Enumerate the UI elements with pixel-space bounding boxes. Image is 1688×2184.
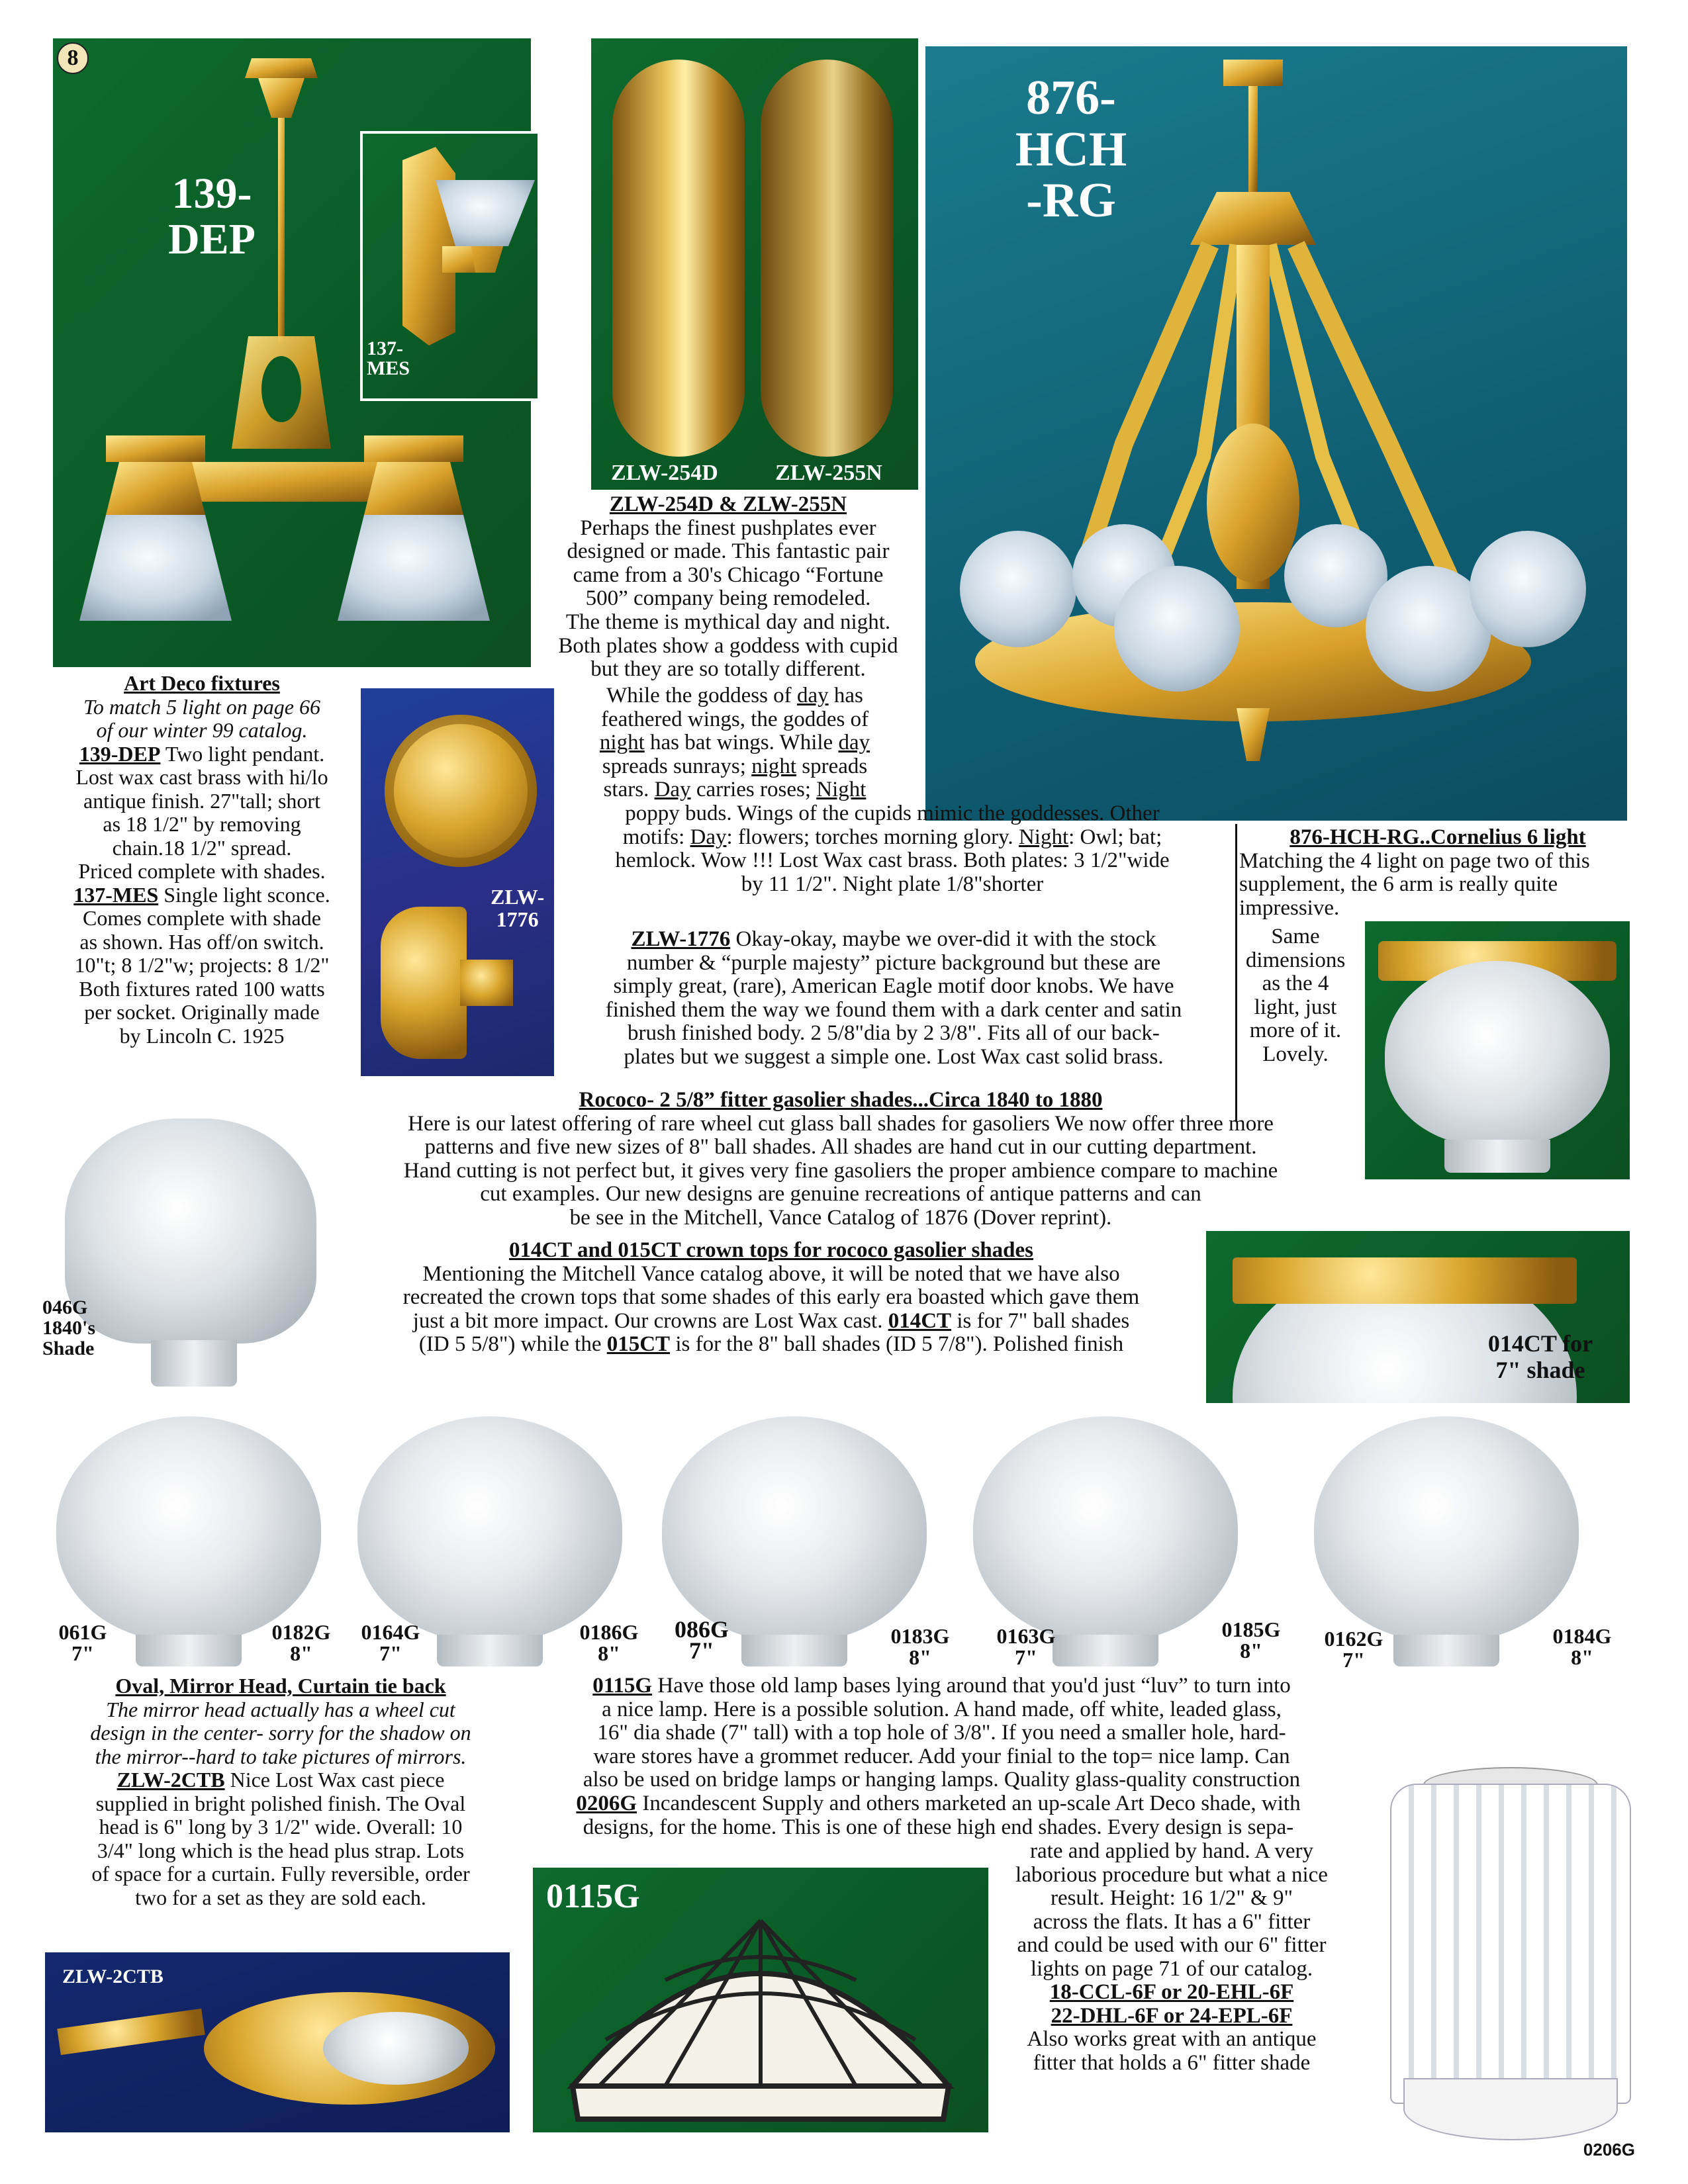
label-0162g: 0162G 7" <box>1324 1627 1383 1672</box>
knob-side <box>381 907 467 1059</box>
ball-shade-row <box>0 1410 1688 1674</box>
mirror-heading: Oval, Mirror Head, Curtain tie back <box>115 1674 446 1698</box>
pushplate-line: Perhaps the finest pushplates ever <box>580 516 876 540</box>
code-label-876: 876- HCH -RG <box>1015 71 1127 228</box>
pushplate-line: 500” company being remodeled. <box>585 586 871 611</box>
cornelius-description: 876-HCH-RG..Cornelius 6 light Matching the 4 light on page two of this supplement, the 6 arm is really quite impressive. <box>1239 826 1636 920</box>
pushplate-description <box>523 493 933 682</box>
mes-line: Both fixtures rated 100 watts <box>79 976 325 1001</box>
pushplate-line: designed or made. This fantastic pair <box>567 539 890 564</box>
deco-shade-bottom <box>1403 2078 1618 2140</box>
chandelier-illustration <box>925 46 1627 821</box>
code-label-1776: ZLW- 1776 <box>491 885 545 931</box>
code-label-139: 139- DEP <box>168 169 256 264</box>
mes-line: per socket. Originally made <box>84 1000 320 1024</box>
label-0186g: 0186G 8" <box>579 1620 639 1665</box>
photo-zlw-1776-knob <box>361 688 554 1076</box>
oval-mirror-glass <box>323 2012 469 2085</box>
photo-046g-shade <box>52 1112 330 1403</box>
pushplate-line: but they are so totally different. <box>590 657 866 682</box>
mes-line: Comes complete with shade <box>83 906 321 930</box>
mes-text-1: Single light sconce. <box>158 882 330 907</box>
pushplate-255n <box>761 60 893 457</box>
label-0115g: 0115G <box>546 1878 640 1915</box>
pushplate-heading: ZLW-254D & ZLW-255N <box>609 492 847 516</box>
photo-0206g-deco-shade <box>1377 1767 1642 2164</box>
photo-876-hch-rg <box>925 46 1627 821</box>
mes-line: as shown. Has off/on switch. <box>79 929 324 954</box>
g0206-description-narrow: rate and applied by hand. A very laborious procedure but what a nice result. Height: 16 1/2" & 9" across the flats. It has a 6" fitter and could be used with our 6" fitter lights on page 71 of our catalog. 18-CCL-6F or 20-EHL-6F 22-DHL-6F or 24-EPL-6F Also works great with an antique fitter that holds a 6" fitter shade <box>986 1840 1357 2075</box>
ball-shade-0163g-0185g <box>973 1416 1238 1641</box>
label-0183g: 0183G 8" <box>890 1624 950 1669</box>
photo-pushplates <box>591 38 918 490</box>
dep-line: antique finish. 27"tall; short <box>83 788 320 813</box>
deco-shade-body <box>1390 1784 1631 2104</box>
artdeco-description <box>46 672 357 1048</box>
g0206-description: 0206G Incandescent Supply and others marketed an up-scale Art Deco shade, with designs, for the home. This is one of these high end shades. Every design is sepa- <box>576 1792 1301 1839</box>
code-0206g: 0206G <box>576 1792 637 1815</box>
label-0164g: 0164G 7" <box>361 1620 420 1665</box>
ball-shade-0162g-0184g <box>1314 1416 1579 1641</box>
label-014ct: 014CT for 7" shade <box>1487 1330 1593 1383</box>
pushplate-line: Both plates show a goddess with cupid <box>558 633 898 658</box>
label-0184g: 0184G 8" <box>1552 1624 1612 1669</box>
label-086g: 086G 7" <box>674 1616 729 1664</box>
ball-shade-061g-0182g <box>56 1416 321 1641</box>
pushplate-line: came from a 30's Chicago “Fortune <box>573 563 884 587</box>
tie-back-strap <box>57 2009 205 2055</box>
dep-text-1: Two light pendant. <box>160 741 325 766</box>
neck-046g <box>151 1340 237 1387</box>
crown-tops-description: 014CT and 015CT crown tops for rococo gasolier shades Mentioning the Mitchell Vance catalog above, it will be noted that we have also recreated the crown tops that some shades of this early era boasted which gave them just a bit more impact. Our crowns are Lost Wax cast. 014CT is for 7" ball shades (ID 5 5/8") while the 015CT is for the 8" ball shades (ID 5 7/8"). Polished finish <box>344 1239 1198 1357</box>
label-046g: 046G 1840's Shade <box>42 1297 96 1359</box>
crown-tops-heading: 014CT and 015CT crown tops for rococo gasolier shades <box>508 1238 1034 1262</box>
ball-shade-086g-0183g <box>662 1416 927 1641</box>
code-0115g: 0115G <box>592 1674 653 1698</box>
label-0182g: 0182G 8" <box>271 1620 331 1665</box>
page-number-badge: 8 <box>57 42 89 74</box>
code-zlw-2ctb: ZLW-2CTB <box>117 1768 225 1792</box>
cornelius-heading: 876-HCH-RG..Cornelius 6 light <box>1289 825 1586 849</box>
glass-ball-shade <box>1385 961 1610 1146</box>
label-zlw-2ctb: ZLW-2CTB <box>62 1966 164 1987</box>
dep-line: as 18 1/2" by removing <box>103 812 301 836</box>
zlw-1776-description: ZLW-1776 Okay-okay, maybe we over-did it with the stock number & “purple majesty” picture background but these are simply great, (rare), American Eagle motif door knobs. We have finished them the way we found them with a dark center and satin brush finished body. 2 5/8"dia by 2 3/8". Fits all of our back- plates but we suggest a simple one. Lost Wax cast solid brass. <box>605 927 1182 1069</box>
ball-shade-0164g-0186g <box>357 1416 622 1641</box>
rococo-description: Rococo- 2 5/8” fitter gasolier shades...Circa 1840 to 1880 Here is our latest offering of rare wheel cut glass ball shades for gasoliers We now offer three more patterns and five new sizes of 8" ball shades. All shades are hand cut in our cutting department. Hand cutting is not perfect but, it gives very fine gasoliers the proper ambience compare to machine cut examples. Our new designs are genuine recreations of antique patterns and can be see in the Mitchell, Vance Catalog of 1876 (Dover reprint). <box>318 1089 1364 1230</box>
rococo-heading: Rococo- 2 5/8” fitter gasolier shades...Circa 1840 to 1880 <box>579 1088 1103 1112</box>
pushplate-description-wide: poppy buds. Wings of the cupids mimic the goddesses. Other motifs: Day: flowers; torches morning glory. Night: Owl; bat; hemlock. Wow !!! Lost Wax cast brass. Both plates: 3 1/2"wide by 11 1/2". Night plate 1/8"shorter <box>615 801 1170 896</box>
code-139-dep: 139-DEP <box>79 741 161 766</box>
label-255n: ZLW-255N <box>775 461 882 485</box>
cornelius-side-text: Same dimensions as the 4 light, just more of it. Lovely. <box>1245 925 1346 1066</box>
fitter-options-1: 18-CCL-6F or 20-EHL-6F <box>1049 1980 1294 2004</box>
code-137-mes: 137-MES <box>73 882 159 907</box>
column-divider <box>1235 824 1237 1122</box>
dep-line: Lost wax cast brass with hi/lo <box>75 765 328 789</box>
mes-line: by Lincoln C. 1925 <box>119 1023 285 1048</box>
label-061g: 061G 7" <box>58 1620 107 1665</box>
g0115-description: 0115G Have those old lamp bases lying around that you'd just “luv” to turn into a nice lamp. Here is a possible solution. A hand made, off white, leaded glass, 16" dia shade (7" tall) with a top hole of 3/8". If you need a smaller hole, hard- ware stores have a grommet reducer. Add your finial to the top= nice lamp. Can also be used on bridge lamps or hanging lamps. Quality glass-quality construction <box>583 1674 1301 1792</box>
photo-crown-shade <box>1365 921 1630 1179</box>
dep-line: chain.18 1/2" spread. <box>112 835 292 860</box>
pushplate-description-narrow: While the goddess of day has feathered wings, the goddes of night has bat wings. While day spreads sunrays; night spreads stars. Day carries roses; Night <box>599 684 870 802</box>
photo-137-mes <box>360 131 540 401</box>
artdeco-intro-1: To match 5 light on page 66 <box>83 694 320 719</box>
mes-line: 10"t; 8 1/2"w; projects: 8 1/2" <box>74 953 330 977</box>
pushplate-254d <box>612 60 745 457</box>
fitter-options-2: 22-DHL-6F or 24-EPL-6F <box>1051 2003 1293 2028</box>
artdeco-heading: Art Deco fixtures <box>124 671 280 695</box>
mirror-description: Oval, Mirror Head, Curtain tie back The mirror head actually has a wheel cut design in the center- sorry for the shadow on the mirror--hard to take pictures of mirrors. ZLW-2CTB Nice Lost Wax cast piece supplied in bright polished finish. The Oval head is 6" long by 3 1/2" wide. Overall: 10 3/4" long which is the head plus strap. Lots of space for a curtain. Fully reversible, order two for a set as they are sold each. <box>45 1674 516 1909</box>
label-0163g: 0163G 7" <box>996 1624 1056 1669</box>
code-label-137: 137- MES <box>367 338 410 379</box>
pushplate-line: The theme is mythical day and night. <box>565 610 891 634</box>
shade-neck <box>1444 1140 1550 1173</box>
dep-line: Priced complete with shades. <box>78 859 326 883</box>
label-0206g: 0206G <box>1583 2140 1635 2160</box>
photo-014ct-crown <box>1206 1231 1630 1403</box>
photo-zlw-2ctb-mirror <box>45 1952 510 2132</box>
artdeco-intro-2: of our winter 99 catalog. <box>96 718 308 742</box>
crown-band <box>1233 1257 1577 1304</box>
knob-shank <box>460 960 513 1006</box>
label-254d: ZLW-254D <box>611 461 718 485</box>
photo-0115g-leaded-shade <box>533 1868 988 2132</box>
leaded-glass-shade-illustration <box>533 1868 988 2132</box>
label-0185g: 0185G 8" <box>1221 1617 1281 1662</box>
eagle-knob-face <box>385 715 537 867</box>
code-zlw-1776: ZLW-1776 <box>631 927 731 951</box>
